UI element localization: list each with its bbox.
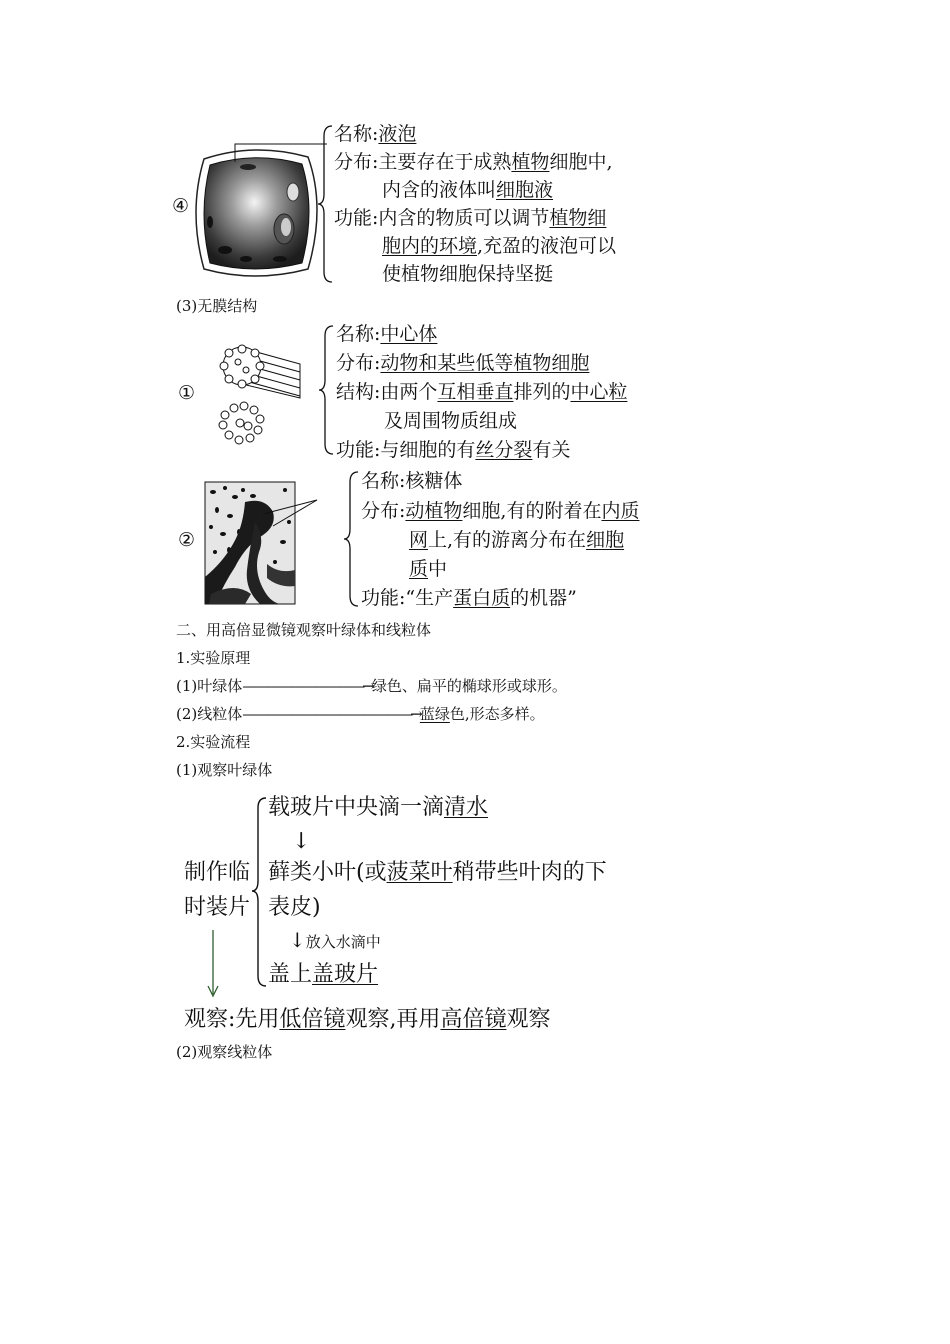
ribosome-brace bbox=[346, 470, 360, 608]
flow-step-2-line-2: 表皮) bbox=[268, 895, 321, 920]
centrosome-structure-row: 结构:由两个互相垂直排列的中心粒 bbox=[336, 381, 628, 403]
vacuole-cell-illustration bbox=[190, 137, 330, 287]
flow-step-1: 载玻片中央滴一滴清水 bbox=[268, 795, 489, 820]
ribosome-name-row: 名称:核糖体 bbox=[361, 470, 463, 492]
centrosome-structure-row-2: 及周围物质组成 bbox=[384, 410, 518, 432]
vacuole-function-row-3: 使植物细胞保持坚挺 bbox=[382, 263, 554, 285]
principle-title: 1.实验原理 bbox=[176, 649, 251, 667]
section-3-title: (3)无膜结构 bbox=[176, 297, 258, 315]
ribosome-distribution-row: 分布:动植物细胞,有的附着在内质 bbox=[361, 500, 640, 522]
flow-left-label-line-1: 制作临 bbox=[184, 860, 251, 885]
flow-step-2-arrow: ↓放入水滴中 bbox=[289, 928, 381, 952]
vacuole-function-row: 功能:内含的物质可以调节植物细 bbox=[334, 207, 607, 229]
centrosome-distribution-row: 分布:动物和某些低等植物细胞 bbox=[336, 352, 590, 374]
ribosome-distribution-row-2: 网上,有的游离分布在细胞 bbox=[409, 529, 625, 551]
flow-left-label-line-2: 时装片 bbox=[184, 895, 251, 920]
part-2-title: 二、用高倍显微镜观察叶绿体和线粒体 bbox=[176, 621, 432, 639]
flow-brace bbox=[252, 796, 268, 990]
down-arrow-icon: ↓ bbox=[289, 928, 306, 952]
centrosome-illustration bbox=[212, 336, 312, 456]
vacuole-brace bbox=[320, 124, 334, 284]
flow-green-arrow-icon bbox=[205, 930, 221, 1000]
observe-mitochondria-title: (2)观察线粒体 bbox=[176, 1043, 273, 1061]
flow-step-2: 藓类小叶(或菠菜叶稍带些叶肉的下 bbox=[268, 860, 607, 885]
vacuole-function-row-2: 胞内的环境,充盈的液泡可以 bbox=[382, 235, 617, 257]
vacuole-distribution-row: 分布:主要存在于成熟植物细胞中, bbox=[334, 151, 613, 173]
centrosome-number: ① bbox=[178, 382, 196, 404]
vacuole-number: ④ bbox=[172, 195, 190, 217]
ribosome-micrograph bbox=[205, 482, 325, 608]
ribosome-distribution-row-3: 质中 bbox=[409, 558, 448, 580]
flow-down-arrow: ↓ bbox=[292, 829, 311, 854]
observe-chloroplast-title: (1)观察叶绿体 bbox=[176, 761, 273, 779]
centrosome-name-row: 名称:中心体 bbox=[336, 323, 438, 345]
ribosome-number: ② bbox=[178, 529, 196, 551]
flow-step-3: 盖上盖玻片 bbox=[268, 962, 379, 987]
centrosome-function-row: 功能:与细胞的有丝分裂有关 bbox=[336, 439, 571, 461]
principle-chloroplast: (1)叶绿体——————————→绿色、扁平的椭球形或球形。 bbox=[176, 677, 567, 695]
centrosome-brace bbox=[321, 324, 335, 456]
principle-mitochondria: (2)线粒体——————————————→蓝绿色,形态多样。 bbox=[176, 705, 545, 723]
flow-observe: 观察:先用低倍镜观察,再用高倍镜观察 bbox=[184, 1007, 551, 1032]
procedure-title: 2.实验流程 bbox=[176, 733, 251, 751]
vacuole-distribution-row-2: 内含的液体叫细胞液 bbox=[382, 179, 554, 201]
ribosome-function-row: 功能:“生产蛋白质的机器” bbox=[361, 587, 577, 609]
vacuole-name-row: 名称:液泡 bbox=[334, 123, 417, 145]
